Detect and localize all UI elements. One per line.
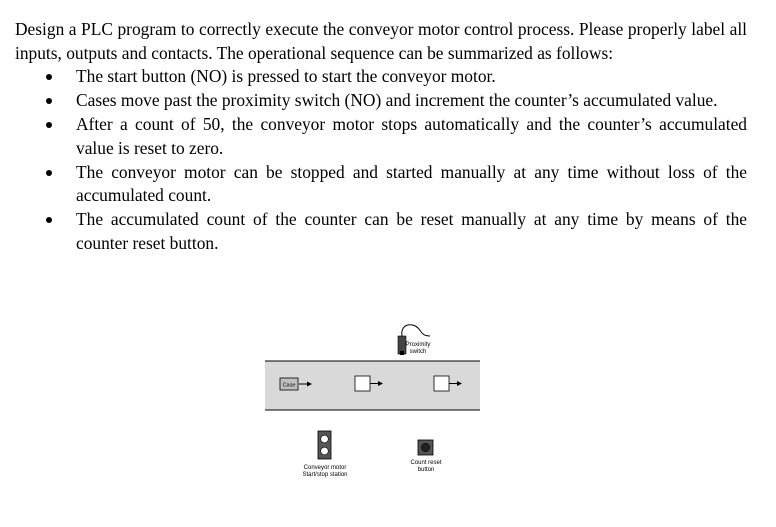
sequence-item-text: The start button (NO) is pressed to start the conveyor motor. [76, 66, 496, 86]
sequence-item-text: After a count of 50, the conveyor motor stops automatically and the counter’s accumulated value is reset to zero. [76, 114, 747, 158]
case-label: Case [282, 382, 296, 389]
problem-statement [15, 18, 747, 255]
reset-label-line1: Count reset [410, 460, 442, 466]
intro-paragraph: Design a PLC program to correctly execute the conveyor motor control process. Please properly label all inputs, outputs and contacts. The operational sequence can be summarized as follows: [15, 19, 747, 63]
proximity-label-line1: Proximity [405, 342, 431, 348]
start-stop-station-icon [318, 431, 331, 459]
conveyor-diagram-svg [250, 318, 490, 488]
bullet-icon [46, 98, 52, 104]
sequence-item [15, 208, 747, 255]
motor-station-label-line1: Conveyor motor [303, 465, 347, 471]
bullet-icon [46, 122, 52, 128]
sequence-list [15, 65, 747, 255]
sequence-item-text: Cases move past the proximity switch (NO) and increment the counter’s accumulated value. [76, 90, 718, 110]
conveyor-diagram [250, 318, 490, 488]
sequence-item [15, 89, 747, 113]
motor-station-label-line2: Start/stop station [302, 472, 348, 478]
sequence-item-text: The accumulated count of the counter can be reset manually at any time by means of the counter reset button. [76, 209, 747, 253]
count-reset-button-icon [418, 440, 433, 455]
case-box [355, 376, 370, 391]
sequence-item [15, 65, 747, 89]
sequence-item-text: The conveyor motor can be stopped and started manually at any time without loss of the accumulated count. [76, 161, 747, 205]
reset-label-line2: button [417, 467, 435, 473]
bullet-icon [46, 217, 52, 223]
case-box [434, 376, 449, 391]
bullet-icon [46, 170, 52, 176]
bullet-icon [46, 74, 52, 80]
sequence-item [15, 161, 747, 208]
sequence-item [15, 113, 747, 160]
proximity-label-line2: switch [409, 349, 427, 355]
